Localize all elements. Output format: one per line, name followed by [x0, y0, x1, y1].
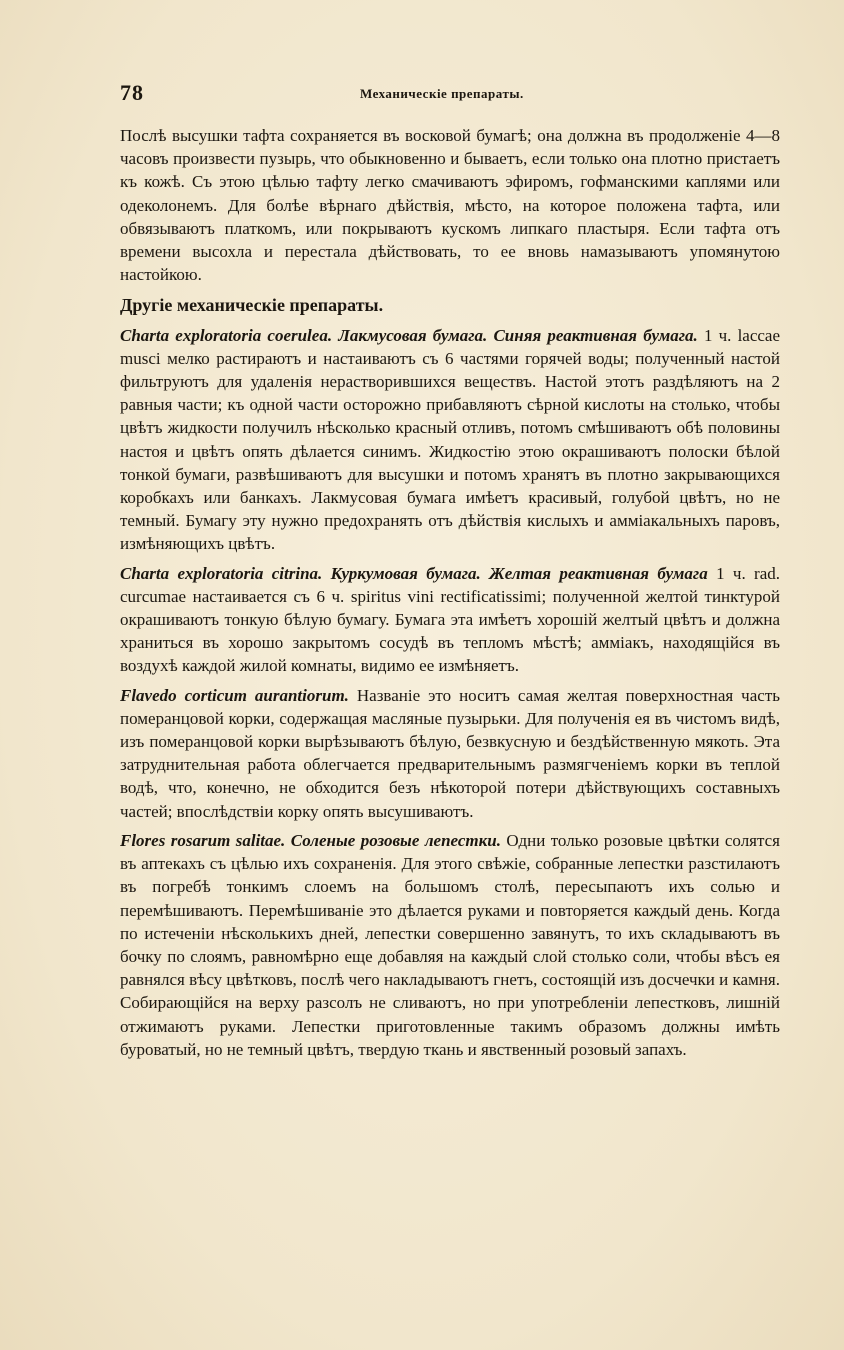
entry-latin-name: Charta exploratoria citrina. [120, 563, 323, 583]
entry-text: 1 ч. laccae musci мелко растираютъ и настаиваютъ съ 6 частями горячей воды; полученный настой фильтруютъ для удаленія нерастворившихся веществъ. Настой этотъ раздѣляютъ на 2 равныя части; къ одной части осторожно прибавляютъ сѣрной кислоты на столько, чтобы цвѣтъ жидкости получилъ нѣсколько красный отливъ, потомъ смѣшиваютъ обѣ половины настоя и цвѣтъ опять дѣлается синимъ. Жидкостію этою окрашиваютъ полоски бѣлой тонкой бумаги, развѣшиваютъ для высушки и потомъ хранятъ въ плотно закрывающихся коробкахъ или банкахъ. Лакмусовая бумага имѣетъ красивый, голубой цвѣтъ, но не темный. Бумагу эту нужно предохранять отъ дѣйствія кислыхъ и амміакальныхъ паровъ, измѣняющихъ цвѣтъ. [120, 325, 781, 554]
entry-charta-coerulea [120, 324, 780, 556]
entry-latin-name: Flavedo corticum aurantiorum. [120, 685, 349, 705]
entry-russian-name: Лакмусовая бумага. Синяя реактивная бумага. [338, 325, 698, 345]
running-head: Механическіе препараты. [360, 86, 524, 101]
entry-russian-name: Соленые розовые лепестки. [290, 830, 501, 850]
entry-text: Названіе это носитъ самая желтая поверхностная часть померанцовой корки, содержащая масляные пузырьки. Для полученія ея въ чистомъ видѣ, изъ померанцовой корки вырѣзываютъ бѣлую, безвкусную и бездѣйственную мякоть. Эта затруднительная работа облегчается предварительнымъ размягченіемъ корки въ теплой водѣ, что, конечно, не обходится безъ нѣкоторой потери дѣйствующихъ составныхъ частей; впослѣдствіи корку опять высушиваютъ. [120, 685, 780, 821]
page-header [120, 80, 540, 110]
entry-text: Одни только розовые цвѣтки солятся въ аптекахъ съ цѣлью ихъ сохраненія. Для этого свѣжіе, собранные лепестки разстилаютъ въ погребѣ тонкимъ слоемъ на большомъ столѣ, пересыпаютъ ихъ солью и перемѣшиваютъ. Перемѣшиваніе это дѣлается руками и повторяется каждый день. Когда по истеченіи нѣсколькихъ дней, лепестки совершенно завянутъ, то ихъ складываютъ въ бочку по слоямъ, равномѣрно еще добавляя на каждый слой столько соли, чтобы вѣсъ ея равнялся вѣсу цвѣтковъ, послѣ чего накладываютъ гнетъ, состоящій изъ досчечки и камня. Собирающійся на верху разсолъ не сливаютъ, но при употребленіи лепестковъ, лишній отжимаютъ руками. Лепестки приготовленные такимъ образомъ должны имѣть буроватый, но не темный цвѣтъ, твердую ткань и явственный розовый запахъ. [120, 830, 781, 1059]
entry-charta-citrina [120, 562, 780, 678]
section-heading: Другіе механическіе препараты. [120, 295, 384, 316]
entry-flores-rosarum [120, 829, 780, 1061]
page-number: 78 [120, 80, 144, 105]
entry-latin-name: Flores rosarum salitae. [120, 830, 286, 850]
entry-text: 1 ч. rad. curcumae настаивается съ 6 ч. spiritus vini rectificatissimi; полученной желтой тинктурой окрашиваютъ тонкую бѣлую бумагу. Бумага эта имѣетъ хорошій желтый цвѣтъ и должна храниться въ хорошо закрытомъ сосудѣ въ тепломъ мѣстѣ; амміакъ, находящійся въ воздухѣ каждой жилой комнаты, видимо ее измѣняетъ. [120, 563, 780, 676]
entry-flavedo [120, 684, 780, 823]
paragraph-intro: Послѣ высушки тафта сохраняется въ восковой бумагѣ; она должна въ продолженіе 4—8 часовъ произвести пузырь, что обыкновенно и бываетъ, если только она плотно пристаетъ къ кожѣ. Съ этою цѣлью тафту легко смачиваютъ эфиромъ, гофманскими каплями или одеколонемъ. Для болѣе вѣрнаго дѣйствія, мѣсто, на которое положена тафта, или обвязываютъ платкомъ, или покрываютъ кускомъ липкаго пластыря. Если тафта отъ времени высохла и перестала дѣйствовать, то ее вновь намазываютъ упомянутою настойкою. [120, 126, 780, 285]
entry-russian-name: Куркумовая бумага. Желтая реактивная бумага [330, 563, 708, 583]
entry-latin-name: Charta exploratoria coerulea. [120, 325, 333, 345]
page-body [120, 124, 780, 1061]
